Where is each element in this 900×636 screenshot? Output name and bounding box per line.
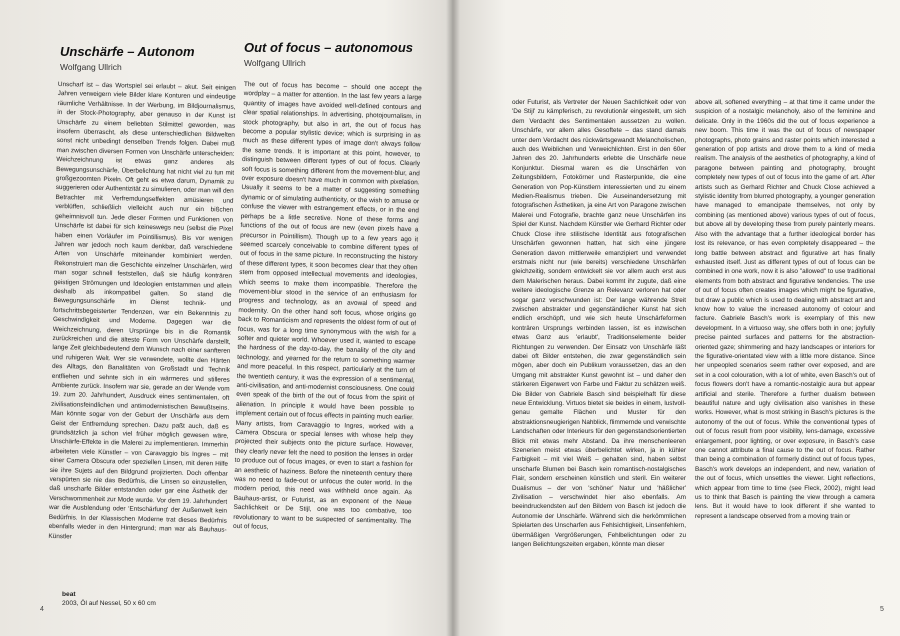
right-page bbox=[452, 0, 900, 636]
author-german: Wolfgang Ullrich bbox=[60, 62, 122, 72]
german-text-column-right bbox=[512, 98, 686, 588]
author-english: Wolfgang Ullrich bbox=[244, 58, 306, 68]
title-german: Unschärfe – Autonom bbox=[60, 44, 195, 59]
page-number-right: 5 bbox=[880, 606, 884, 613]
book-gutter bbox=[446, 0, 460, 636]
english-text-column-left bbox=[232, 80, 422, 589]
english-body-text: The out of focus has become – should one accept the wordplay – a matter for attention. In the last few years a large quantity of images have avoided well-defined contours and clear spatial relationships. In advertising, photojournalism, in stock photography, but also in art, the out of focus has become a popular stylistic device; which is surprising in as much as these different types of image don't always follow the same trends. It is important at this point, however, to distinguish between different types of out of focus. Clearly soft focus is something different from the movement-blur, and over exposure doesn't have much in common with pixelation. Usually it seems to be a matter of suggesting something dynamic or of simulating authenticity, or the wish to amuse or confuse the viewer with estrangement effects, or in the end perhaps be a little secretive. None of these forms and functions of the out of focus are new (even pixels have a precursor in Pointillism). Though up to a few years ago it seemed scarcely conceivable to combine different types of out of focus in the same picture. In reconstructing the history of these different types, it soon becomes clear that they often stem from opposed intellectual movements and ideologies, which seems to make them incompatible. Therefore the movement-blur stood in the service of an enthusiasm for progress and technology, as an avowal of speed and modernity. On the other hand soft focus, whose origins go back to Romanticism and represents the oldest form of out of focus, was for a long time synonymous with the wish for a softer and quieter world. Whoever used it, wanted to escape the hardness of the day-to-day, the banality of the city and technology, and yearned for the return to something warmer and more peaceful. In this respect, particularly at the turn of the twentieth century, it was the expression of a sentimental, anti-civilisation, and anti-modernist consciousness. One could even speak of the birth of the out of focus from the spirit of alienation. In principle it would have been possible to implement certain out of focus effects in painting much earlier. Many artists, from Caravaggio to Ingres, worked with a Camera Obscura or special lenses with whose help they projected their subjects onto the picture surface. However, they clearly never felt the need to position the lenses in order to produce out of focus images, or even to start a fashion for an aesthetic of haziness. Before the nineteenth century there was no need to fade-out or unfocus the outer world. In the modern period, this need was withheld once again. As Bauhaus-artist, or Futurist, as an exponent of the Neue Sachlichkeit or De Stijl, one was too combative, too revolutionary to want to be suspected of sentimentality. The out of focus, bbox=[233, 80, 422, 531]
caption-detail: 2003, Öl auf Nessel, 50 x 60 cm bbox=[62, 600, 156, 607]
german-body-text: Unscharf ist – das Wortspiel sei erlaubt – akut. Seit einigen Jahren verweigern viele Bilder klare Konturen und eindeutige räumliche Verhältnisse. In der Werbung, im Bildjournalismus, in der Stock-Photography, aber genauso in der Kunst ist Unschärfe zu einem beliebten Stilmittel geworden, was insofern überrascht, als diese unterschiedlichen Bildwelten sonst nicht unbedingt denselben Trends folgen. Dabei muß man zwischen diversen Formen von Unschärfe unterscheiden: Weichzeichnung ist etwas ganz anderes als Bewegungsunschärfe, Überbelichtung hat nicht viel zu tun mit großgezoomten Pixeln. Oft geht es etwa darum, Dynamik zu suggerieren oder Authentizität zu simulieren, oder man will den Betrachter mit Verfremdungseffekten amüsieren und verblüffen, schließlich vielleicht auch nur ein bißchen geheimnisvoll tun. Jede dieser Formen und Funktionen von Unschärfe ist dabei für sich keineswegs neu (selbst die Pixel haben einen Vorläufer im Pointillismus). Bis vor wenigen Jahren war jedoch noch kaum denkbar, daß verschiedene Arten von Unschärfe miteinander kombiniert werden. Rekonstruiert man die Geschichte einzelner Unschärfen, wird man sogar schnell feststellen, daß sie häufig konträren geistigen Strömungen und Ideologien entstammen und allein deshalb als inkompatibel galten. So stand die Bewegungsunschärfe im Dienst technik- und fortschrittsbegeisterter Tendenzen, war ein Bekenntnis zu Geschwindigkeit und Moderne. Dagegen war die Weichzeichnung, deren Ursprünge bis in die Romantik zurückreichen und die älteste Form von Unschärfe darstellt, lange Zeit gleichbedeutend dem Wunsch nach einer sanfteren und ruhigeren Welt. Wer sie verwendete, wollte den Härten des Alltags, den Banalitäten von Großstadt und Technik entfliehen und sehnte sich in ein wärmeres und stilleres Ambiente zurück. Insofern war sie, gerade an der Wende vom 19. zum 20. Jahrhundert, Ausdruck eines sentimentalen, oft zivilisationsfeindlichen und antimodernistischen Bewußtseins. Man könnte sogar von der Geburt der Unschärfe aus dem Geist der Entfremdung sprechen. Dazu paßt auch, daß es grundsätzlich ja schon viel früher möglich gewesen wäre, Unschärfe-Effekte in die Malerei zu implementieren. Immerhin arbeiteten viele Künstler – von Caravaggio bis Ingres – mit einer Camera Obscura oder speziellen Linsen, mit deren Hilfe sie ihre Sujets auf den Bildgrund projizierten. Doch offenbar verspürten sie nie das Bedürfnis, die Linsen so einzustellen, daß unscharfe Bilder entstanden oder gar eine Ästhetik der Verschwommenheit zur Mode wurde. Vor dem 19. Jahrhundert war die Ausblendung oder 'Entschärfung' der Außenwelt kein Bedürfnis. In der Klassischen Moderne trat dieses Bedürfnis ebenfalls wieder in den Hintergrund; man war als Bauhaus-Künstler bbox=[48, 80, 236, 540]
german-body-text-continued: oder Futurist, als Vertreter der Neuen Sachlichkeit oder von 'De Stijl' zu kämpferisch, zu revolutionär eingestellt, um sich dem Verdacht des Sentimentalen aussetzen zu wollen. Unschärfe, vor allem alles Gesoftete – das stand damals unter dem Verdacht des rückwärtsgewandt Melancholischen, auch des Weiblichen und Verweichlichten. Erst in den 60er Jahren des 20. Jahrhunderts erlebte die Unschärfe neue Konjunktur. Diesmal waren es die Unschärfen von Zeitungsbildern, Fotokörner und Rasterpunkte, die eine Generation von Pop-Künstlern interessierten und zu einem Medien-Realismus trieben. Die Auseinandersetzung mit fotografischen Ästhetiken, ja eine Art von Paragone zwischen Malerei und Fotografie, brachte ganz neue Unschärfen ins Spiel der Kunst. Nachdem Künstler wie Gerhard Richter oder Chuck Close ihre stilistische Identität aus fotografischen Unschärfen gewonnen hatten, hat sich eine jüngere Generation davon mittlerweile emanzipiert und verwendet erstmals nicht nur (wie bereits) verschiedene Unschärfen gleichzeitig, sondern entwickelt sie vor allem auch erst aus dem Malerischen heraus. Dabei kommt ihr zugute, daß eine weitere ideologische Grenze an Relevanz verloren hat oder sogar ganz verschwunden ist: Der lange währende Streit zwischen abstrakter und gegenständlicher Kunst hat sich endlich erschöpft, und wie sich heute Unschärfeformen konträren Ursprungs verbinden lassen, ist es inzwischen etwas Ganz aus 'erlaubt', Traditionselemente beider Richtungen zu verwenden. Der Einsatz von Unschärfe läßt dabei oft Bilder entstehen, die zwar gegenständlich sein mögen, aber doch ein Publikum voraussetzen, das an den Umgang mit abstrakter Kunst gewohnt ist – und daher den stärkeren Eigenwert von Farbe und Faktur zu schätzen weiß. Die Bilder von Gabriele Basch sind beispielhaft für diese neue Entwicklung. Virtuos bietet sie beides in einem, lustvoll-genau gemalte Flächen und Muster für den abstraktionsneugierigen Nahblick, flimmernde und verwischte Landschaften oder Interieurs für den gegenstandsorientierten Blick mit etwas mehr Abstand. Da ihre menschenleeren Szenerien meist etwas überbelichtet wirken, ja in kühler Farbigkeit – mit viel Weiß – gehalten sind, haben selbst unscharfe Blumen bei Basch kein romantisch-nostalgisches Flair, sondern erscheinen künstlich und steril. Ein weiterer Dualismus – der von 'schöner' Natur und 'häßlicher' Zivilisation – verschwindet hier also ebenfalls. Am beeindruckendsten auf den Bildern von Basch ist jedoch die Autonomie der Unschärfe. Während sich die herkömmlichen Spielarten des Unscharfen aus Fehlsichtigkeit, Linsenfehlern, übermäßigen Vergrößerungen, Fehlbelichtungen oder zu langen Belichtungszeiten ergaben, könnte man dieser bbox=[512, 99, 686, 549]
german-text-column-left bbox=[47, 80, 236, 589]
english-text-column-right bbox=[695, 98, 875, 588]
english-body-text-continued: above all, softened everything – at that time it came under the suspicion of a nostalgic melancholy, also of the feminine and delicate. Only in the 1960s did the out of focus experience a new boom. This time it was the out of focus of newspaper photographs, photo grains and raster points which interested a generation of pop artists and drove them to a kind of media realism. The analysis of the aesthetics of photography, a kind of paragone between painting and photography, brought completely new types of out of focus into the game of art. After artists such as Gerhard Richter and Chuck Close achieved a stylistic identity from blurred photography, a younger generation have managed to emancipate themselves, not only by combining (as mentioned above) various types of out of focus, but above all by developing these from purely painterly means. Also with the advantage that a further ideological border has lost its relevance, or has even completely disappeared – the long battle between abstract and figurative art has finally exhausted itself. Just as different types of out of focus can be combined in one work, now it is also "allowed" to use traditional elements from both abstract and figurative tendencies. The use of out of focus often creates images which might be figurative, but draw a public which is used to dealing with abstract art and know how to value the increased autonomy of colour and facture. Gabriele Basch's work is exemplary of this new development. In a virtuoso way, she offers both in one; joyfully precise painted surfaces and patterns for the abstraction-oriented gaze; shimmering and hazy landscapes or interiors for the figurative-orientated view with a little more distance. Since her unpeopled scenarios seem rather over exposed, and are set in a cool colouration, with a lot of white, even Basch's out of focus flowers don't have a romantic-nostalgic aura but appear artificial and sterile. Therefore a further dualism between beautiful nature and ugly civilisation also vanishes in these works. However, what is most striking in Basch's pictures is the autonomy of the out of focus. While the conventional types of out of focus result from poor visibility, lens-damage, excessive enlargement, poor lighting, or over exposure, in Basch's case one cannot attribute a final cause to the out of focus. Rather than being a combination of formerly distinct out of focus types, Basch's work develops an independent, and new, variation of the out of focus, which unsettles the viewer. Light reflections, which appear from time to time (see Fleck, 2002), might lead us to think that Basch is painting the view through a camera lens. But it would have to look different if she wanted to represent a landscape observed from a moving train or bbox=[695, 99, 875, 520]
title-english: Out of focus – autonomous bbox=[244, 40, 413, 55]
artwork-caption bbox=[62, 590, 156, 608]
caption-title: beat bbox=[62, 591, 76, 598]
page-number-left: 4 bbox=[40, 606, 44, 613]
